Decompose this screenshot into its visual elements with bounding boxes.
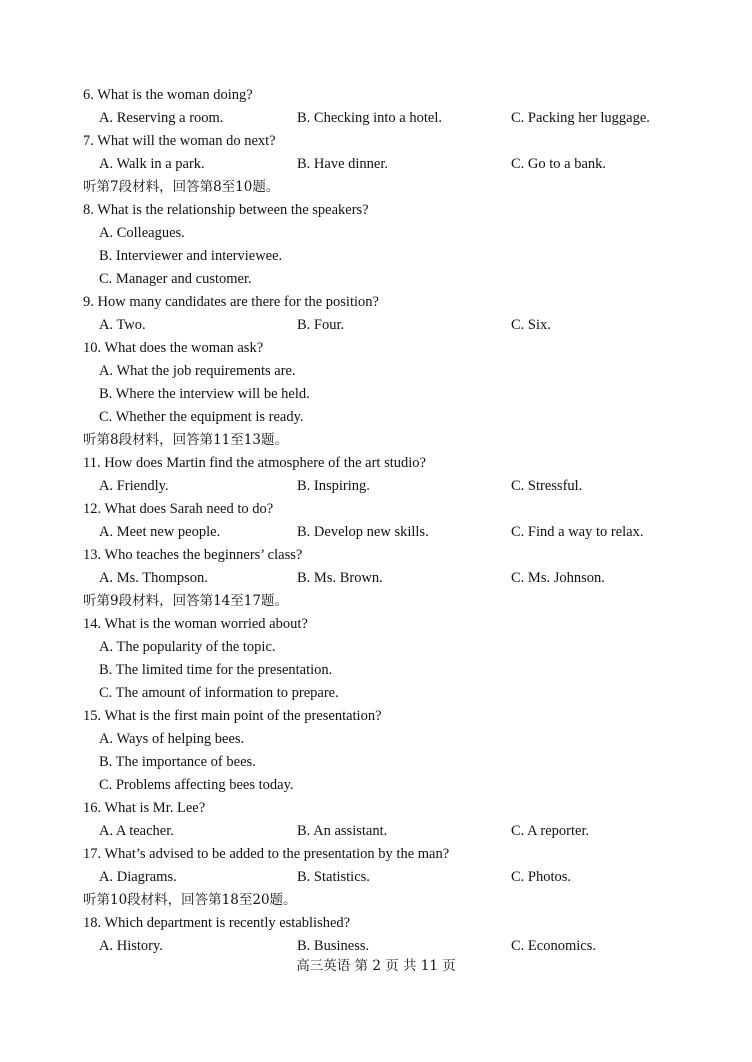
question-stem: 11. How does Martin find the atmosphere of the art studio? xyxy=(83,455,426,471)
option-line: A. What the job requirements are. xyxy=(99,363,296,379)
option-row xyxy=(0,822,752,840)
option-c: C. Packing her luggage. xyxy=(511,110,650,126)
option-b: B. Statistics. xyxy=(297,869,370,885)
option-a: A. Two. xyxy=(99,317,146,333)
option-row xyxy=(0,155,752,173)
option-b: B. Checking into a hotel. xyxy=(297,110,442,126)
option-row xyxy=(0,523,752,541)
section-instruction: 听第7段材料，回答第8至10题。 xyxy=(83,179,280,195)
question-stem: 15. What is the first main point of the presentation? xyxy=(83,708,382,724)
option-a: A. Friendly. xyxy=(99,478,169,494)
option-row xyxy=(0,109,752,127)
option-c: C. Find a way to relax. xyxy=(511,524,644,540)
option-line: B. Where the interview will be held. xyxy=(99,386,310,402)
option-line: A. Colleagues. xyxy=(99,225,185,241)
option-a: A. Reserving a room. xyxy=(99,110,224,126)
question-stem: 8. What is the relationship between the speakers? xyxy=(83,202,369,218)
option-row xyxy=(0,868,752,886)
option-b: B. Ms. Brown. xyxy=(297,570,383,586)
option-line: A. The popularity of the topic. xyxy=(99,639,276,655)
option-line: B. The importance of bees. xyxy=(99,754,256,770)
question-stem: 13. Who teaches the beginners’ class? xyxy=(83,547,303,563)
question-stem: 12. What does Sarah need to do? xyxy=(83,501,274,517)
option-line: A. Ways of helping bees. xyxy=(99,731,245,747)
option-row xyxy=(0,937,752,955)
option-line: C. The amount of information to prepare. xyxy=(99,685,339,701)
option-a: A. Meet new people. xyxy=(99,524,221,540)
option-c: C. A reporter. xyxy=(511,823,590,839)
option-line: B. Interviewer and interviewee. xyxy=(99,248,283,264)
option-a: A. Walk in a park. xyxy=(99,156,205,172)
option-b: B. Business. xyxy=(297,938,370,954)
option-line: C. Manager and customer. xyxy=(99,271,252,287)
page-footer: 高三英语 第 2 页 共 11 页 xyxy=(296,958,456,974)
option-line: B. The limited time for the presentation. xyxy=(99,662,333,678)
question-stem: 10. What does the woman ask? xyxy=(83,340,264,356)
option-c: C. Ms. Johnson. xyxy=(511,570,605,586)
option-b: B. Four. xyxy=(297,317,345,333)
option-b: B. Have dinner. xyxy=(297,156,389,172)
option-a: A. A teacher. xyxy=(99,823,174,839)
question-stem: 9. How many candidates are there for the position? xyxy=(83,294,379,310)
option-row xyxy=(0,316,752,334)
option-a: A. History. xyxy=(99,938,163,954)
option-line: C. Problems affecting bees today. xyxy=(99,777,294,793)
option-c: C. Photos. xyxy=(511,869,572,885)
option-c: C. Six. xyxy=(511,317,551,333)
option-c: C. Go to a bank. xyxy=(511,156,607,172)
question-stem: 18. Which department is recently established? xyxy=(83,915,351,931)
section-instruction: 听第10段材料，回答第18至20题。 xyxy=(83,892,297,908)
option-line: C. Whether the equipment is ready. xyxy=(99,409,304,425)
question-stem: 17. What’s advised to be added to the presentation by the man? xyxy=(83,846,450,862)
option-c: C. Economics. xyxy=(511,938,596,954)
option-b: B. Develop new skills. xyxy=(297,524,429,540)
question-stem: 7. What will the woman do next? xyxy=(83,133,276,149)
question-stem: 14. What is the woman worried about? xyxy=(83,616,308,632)
section-instruction: 听第8段材料，回答第11至13题。 xyxy=(83,432,288,448)
option-a: A. Ms. Thompson. xyxy=(99,570,208,586)
question-stem: 16. What is Mr. Lee? xyxy=(83,800,206,816)
option-c: C. Stressful. xyxy=(511,478,583,494)
section-instruction: 听第9段材料，回答第14至17题。 xyxy=(83,593,288,609)
option-b: B. Inspiring. xyxy=(297,478,370,494)
option-b: B. An assistant. xyxy=(297,823,388,839)
question-stem: 6. What is the woman doing? xyxy=(83,87,253,103)
option-row xyxy=(0,569,752,587)
option-row xyxy=(0,477,752,495)
option-a: A. Diagrams. xyxy=(99,869,177,885)
